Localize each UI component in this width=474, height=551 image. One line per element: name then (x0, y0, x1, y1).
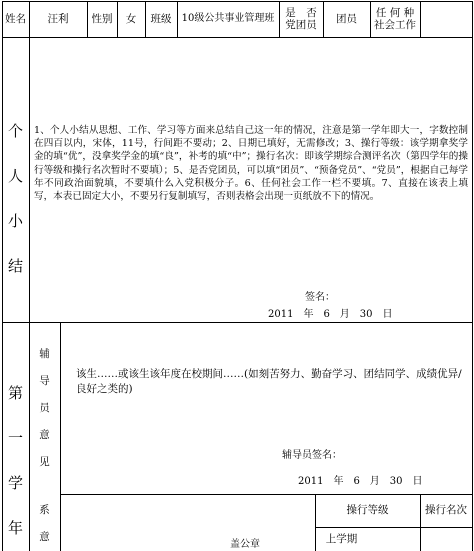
rule-right (472, 1, 473, 551)
gender-value: 女 (125, 12, 137, 25)
first-year-label-char: 一 (7, 429, 23, 447)
semester-label: 上学期 (325, 532, 358, 545)
rule-header-bottom (2, 37, 473, 38)
seal-label: 盖公章 (230, 539, 260, 550)
summary-label-char: 人 (7, 167, 23, 185)
class-label: 班级 (150, 12, 172, 25)
summary-label-char: 小 (7, 212, 23, 230)
counselor-label-char: 见 (39, 456, 50, 468)
conduct-grade-label: 操行等级 (346, 504, 389, 517)
name-value: 汪利 (47, 12, 69, 25)
dept-label-char: 系 (39, 504, 50, 516)
name-label: 姓名 (5, 12, 26, 25)
counselor-label-char: 辅 (39, 348, 50, 360)
party-value: 团员 (336, 12, 357, 25)
rule-sub-label-col (60, 322, 61, 551)
summary-section-label (2, 108, 29, 288)
counselor-label-char: 导 (39, 375, 50, 387)
first-year-label-char: 年 (7, 519, 23, 537)
party-label (279, 1, 323, 37)
duty-label (370, 1, 420, 37)
summary-label-char: 结 (7, 257, 23, 275)
duty-label-line2: 社会工作 (374, 19, 416, 31)
gender-label: 性别 (91, 12, 113, 25)
class-value: 10级公共事业管理班 (181, 13, 275, 25)
dept-label (29, 496, 60, 550)
rule-summary-bottom (2, 322, 473, 323)
summary-label-char: 个 (7, 122, 23, 140)
counselor-label-char: 员 (39, 402, 50, 414)
party-label-line2: 党团员 (285, 19, 317, 31)
counselor-label (29, 340, 60, 475)
summary-signature-label: 签名： (305, 292, 335, 303)
duty-label-line1: 任 何 种 (375, 6, 415, 19)
first-year-label-char: 学 (7, 474, 23, 492)
duty-value (420, 1, 472, 37)
first-year-label-char: 第 (7, 384, 23, 402)
summary-date: 2011 年 6 月 30 日 (268, 309, 393, 320)
counselor-date: 2011 年 6 月 30 日 (298, 476, 423, 487)
counselor-signature-label: 辅导员签名： (282, 450, 342, 461)
summary-instructions: 1、个人小结从思想、工作、学习等方面来总结自己这一年的情况，注意是第一学年即大一，字数控制在四百以内，宋体，11号，行间距不要动；2、日期已填好，无需修改；3、操行等级：该学期拿奖学金的填“优”，没拿奖学金的填“良”，补考的填“中”；操行名次：即该学期综合测评名次（第四学年的操行等级和操行名次暂时不要填）；5、是否党团员，可以填“团员”、“预备党员”、“党员”，根据自己每学年不同政治面貌填，不要填什么入党积极分子。6、任何社会工作一栏不要填。7、直接在该表上填写，本表已固定大小，不要另行复制填写，否则表格会出现一页纸放不下的情况。 (34, 125, 468, 203)
counselor-label-char: 意 (39, 429, 50, 441)
conduct-rank-label: 操行名次 (425, 504, 467, 517)
first-year-section-label (2, 370, 29, 550)
party-label-line1: 是 否 (285, 6, 317, 19)
counselor-comment: 该生……或该生该年度在校期间……(如刻苦努力、勤奋学习、团结同学、成绩优异/良好之类的) (76, 368, 462, 395)
dept-label-char: 意 (39, 531, 50, 543)
